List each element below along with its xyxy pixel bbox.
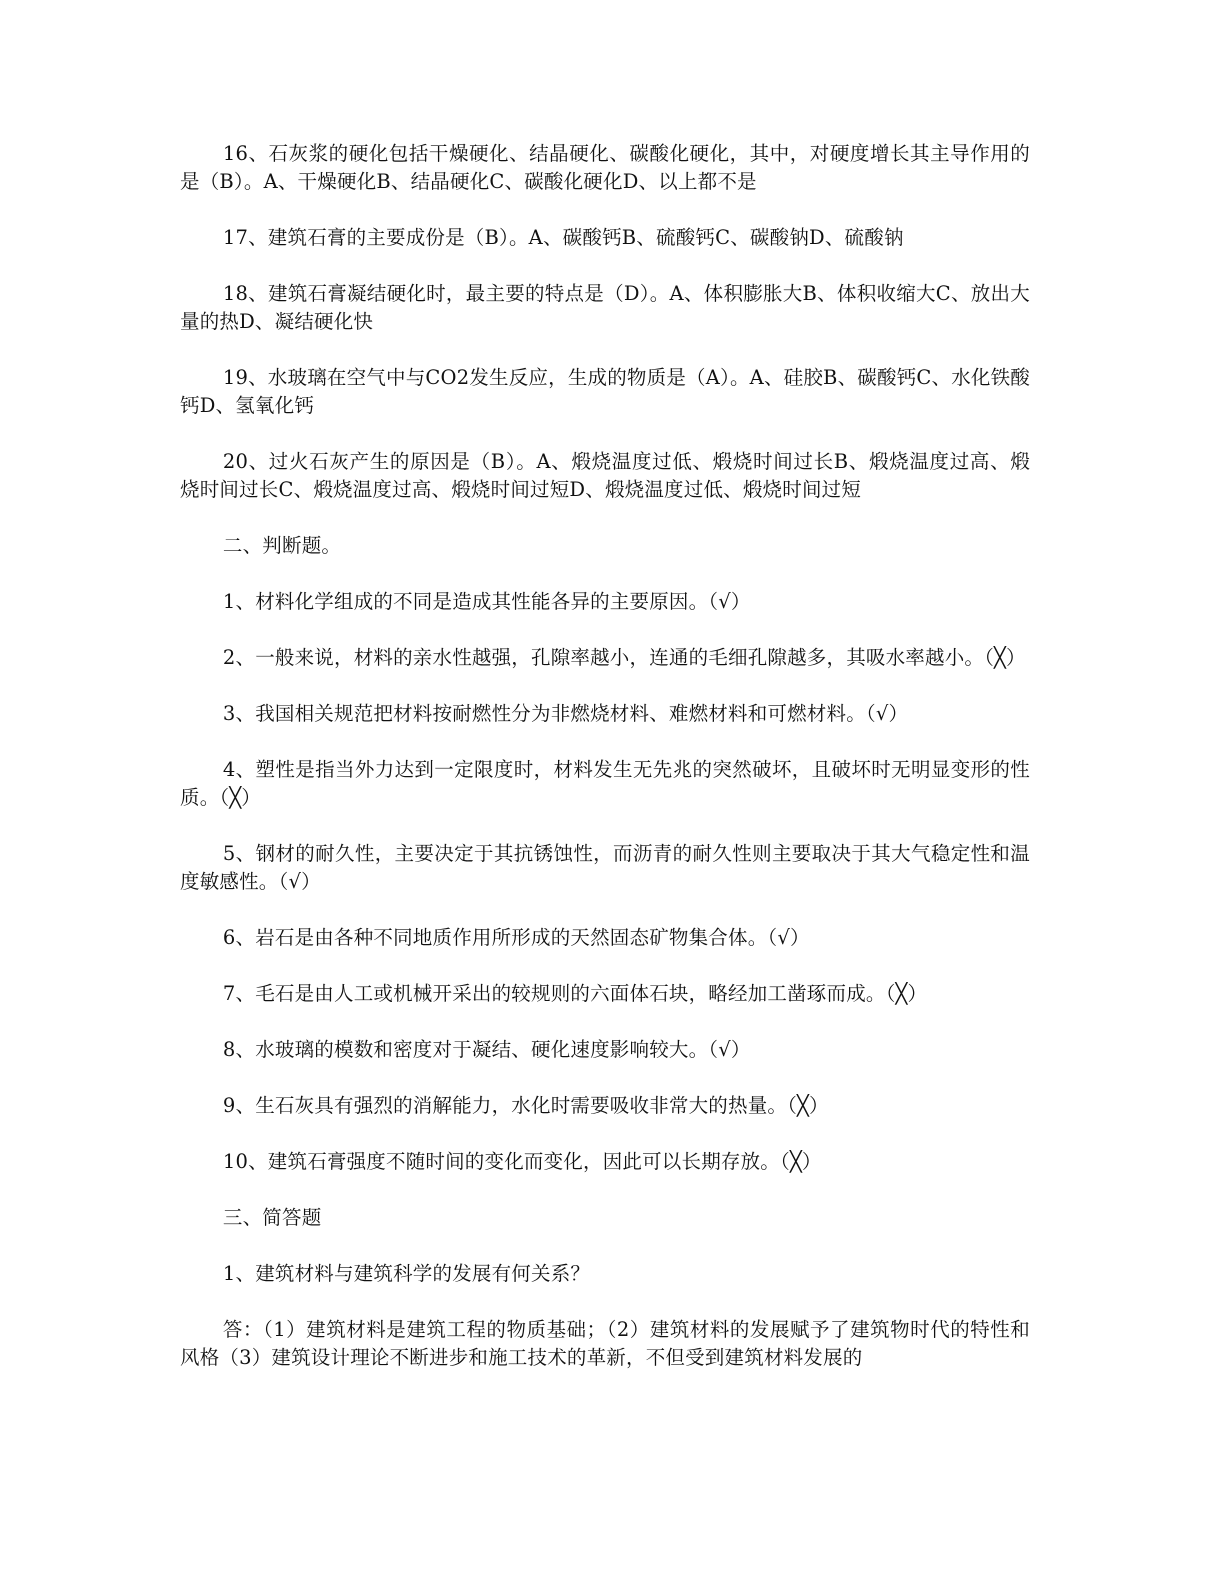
document-page — [180, 140, 1030, 1400]
judgment-3: 3、我国相关规范把材料按耐燃性分为非燃烧材料、难燃材料和可燃材料。（√） — [222, 702, 909, 725]
judgment-8: 8、水玻璃的模数和密度对于凝结、硬化速度影响较大。（√） — [222, 1038, 751, 1061]
question-17: 17、建筑石膏的主要成份是（B）。A、碳酸钙B、硫酸钙C、碳酸钠D、硫酸钠 — [222, 226, 904, 249]
question-20: 20、过火石灰产生的原因是（B）。A、煅烧温度过低、煅烧时间过长B、煅烧温度过高、煅烧时间过长C、煅烧温度过高、煅烧时间过短D、煅烧温度过低、煅烧时间过短 — [180, 450, 1030, 501]
question-18: 18、建筑石膏凝结硬化时，最主要的特点是（D）。A、体积膨胀大B、体积收缩大C、放出大量的热D、凝结硬化快 — [180, 282, 1030, 333]
judgment-6: 6、岩石是由各种不同地质作用所形成的天然固态矿物集合体。（√） — [222, 926, 810, 949]
short-answer-question-1: 1、建筑材料与建筑科学的发展有何关系？ — [222, 1262, 591, 1285]
section-heading-true-false: 二、判断题。 — [222, 534, 342, 557]
short-answer-answer-1: 答：（1）建筑材料是建筑工程的物质基础；（2）建筑材料的发展赋予了建筑物时代的特性和风格（3）建筑设计理论不断进步和施工技术的革新，不但受到建筑材料发展的 — [180, 1318, 1030, 1369]
judgment-7: 7、毛石是由人工或机械开采出的较规则的六面体石块，略经加工凿琢而成。（╳） — [222, 982, 928, 1005]
question-19: 19、水玻璃在空气中与CO2发生反应，生成的物质是（A）。A、硅胶B、碳酸钙C、水化铁酸钙D、氢氧化钙 — [180, 366, 1030, 417]
judgment-2: 2、一般来说，材料的亲水性越强，孔隙率越小，连通的毛细孔隙越多，其吸水率越小。（╳） — [222, 646, 1026, 669]
section-heading-short-answer: 三、简答题 — [222, 1206, 322, 1229]
judgment-5: 5、钢材的耐久性，主要决定于其抗锈蚀性，而沥青的耐久性则主要取决于其大气稳定性和温度敏感性。（√） — [180, 842, 1030, 893]
judgment-9: 9、生石灰具有强烈的消解能力，水化时需要吸收非常大的热量。（╳） — [222, 1094, 829, 1117]
judgment-1: 1、材料化学组成的不同是造成其性能各异的主要原因。（√） — [222, 590, 751, 613]
judgment-10: 10、建筑石膏强度不随时间的变化而变化，因此可以长期存放。（╳） — [222, 1150, 822, 1173]
judgment-4: 4、塑性是指当外力达到一定限度时，材料发生无先兆的突然破坏，且破坏时无明显变形的性质。（╳） — [180, 758, 1030, 809]
question-16: 16、石灰浆的硬化包括干燥硬化、结晶硬化、碳酸化硬化，其中，对硬度增长其主导作用的是（B）。A、干燥硬化B、结晶硬化C、碳酸化硬化D、以上都不是 — [180, 142, 1030, 193]
